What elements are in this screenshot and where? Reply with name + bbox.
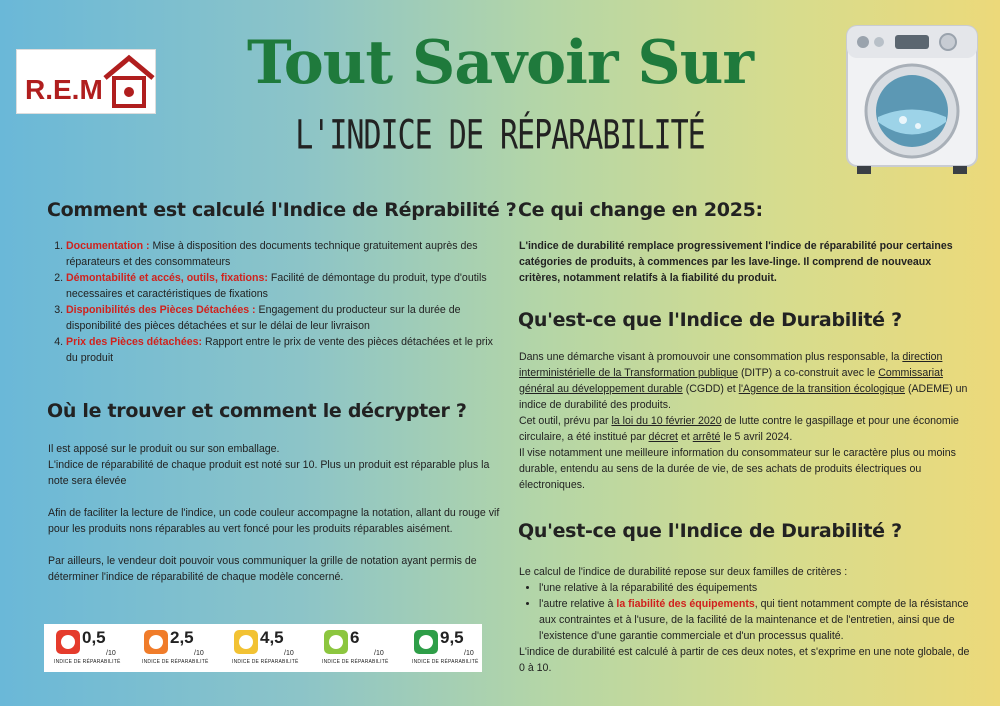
paragraph: L'indice de réparabilité de chaque produit est noté sur 10. Plus un produit est réparable plus la note sera élevée (48, 459, 490, 487)
section-heading-trouver: Où le trouver et comment le décrypter ? (47, 400, 467, 422)
section-heading-durabilite-calcul: Qu'est-ce que l'Indice de Durabilité ? (518, 520, 902, 542)
list-item: 4. Prix des Pièces détachées: Rapport entre le prix de vente des pièces détachées et le prix du produit (66, 334, 500, 366)
link-ademe[interactable]: l'Agence de la transition écologique (738, 383, 906, 395)
badge-item: 6 /10 INDICE DE RÉPARABILITÉ (322, 628, 389, 665)
gear-icon (234, 630, 258, 654)
gear-icon (414, 630, 438, 654)
gear-icon (144, 630, 168, 654)
repairability-badges (44, 624, 482, 672)
rem-logo (17, 50, 155, 113)
link-arrete[interactable]: arrêté (692, 431, 721, 443)
section-heading-calcul: Comment est calculé l'Indice de Réprabilité ? (47, 199, 517, 221)
trouver-text (48, 441, 500, 585)
logo-text: R.E.M (25, 74, 103, 105)
section-heading-durabilite: Qu'est-ce que l'Indice de Durabilité ? (518, 309, 902, 331)
page-title: Tout Savoir Sur (247, 28, 753, 98)
list-item: 3. Disponibilités des Pièces Détachées : Engagement du producteur sur la durée de disponibilité des pièces détachées et sur le délai de leur livraison (66, 302, 500, 334)
badge-item: 0,5 /10 INDICE DE RÉPARABILITÉ (54, 628, 121, 665)
badge-item: 4,5 /10 INDICE DE RÉPARABILITÉ (232, 628, 299, 665)
criteria-bullets (519, 580, 971, 644)
list-item: 1. Documentation : Mise à disposition des documents technique gratuitement auprès des réparateurs et des consommateurs (66, 238, 500, 270)
paragraph: Le calcul de l'indice de durabilité repose sur deux familles de critères : (519, 566, 848, 578)
list-item: • l'autre relative à la fiabilité des équipements, qui tient notamment compte de la résistance aux contraintes et à l'usure, de la facilité de la maintenance et de l'entretien, ainsi que de l'existence d'une garantie commerciale et d'un processus qualité. (539, 596, 971, 644)
page-subtitle: L'INDICE DE RÉPARABILITÉ (295, 111, 705, 160)
paragraph: Afin de faciliter la lecture de l'indice, un code couleur accompagne la notation, allant du rouge vif pour les produits nons réparables au vert foncé pour les produits réparables aisément. (48, 507, 500, 535)
change-2025-text: L'indice de durabilité remplace progressivement l'indice de réparabilité pour certaines catégories de produits, à commences par les lave-linge. Il comprend de nouveaux critères, notamment relatifs à la fiabilité du produit. (519, 240, 953, 284)
link-ditp[interactable]: direction interministérielle de la Transformation publique (519, 351, 943, 379)
washing-machine-icon (843, 22, 983, 177)
paragraph: L'indice de durabilité est calculé à partir de ces deux notes, et s'exprime en une note globale, de 0 à 10. (519, 646, 970, 674)
gear-icon (324, 630, 348, 654)
durabilite-text (519, 349, 971, 493)
paragraph: Dans une démarche visant à promouvoir une consommation plus responsable, la direction interministérielle de la Transformation publique (DITP) a co-construit avec le Commissariat général au développement durable (CGDD) et l'Agence de la transition écologique (ADEME) un indice de durabilité des produits. (519, 351, 968, 411)
link-cgdd[interactable]: Commissariat général au développement durable (519, 367, 943, 395)
badge-item: 2,5 /10 INDICE DE RÉPARABILITÉ (142, 628, 209, 665)
paragraph: Il vise notamment une meilleure information du consommateur sur le caractère plus ou moins durable, entendu au sens de la durée de vie, de ses achats de produits électriques ou électroniques. (519, 447, 956, 491)
paragraph: Par ailleurs, le vendeur doit pouvoir vous communiquer la grille de notation ayant permis de déterminer l'indice de réparabilité de chaque modèle concerné. (48, 555, 477, 583)
list-item: 2. Démontabilité et accés, outils, fixations: Facilité de démontage du produit, type d'outils necessaires et caractéristiques de fixations (66, 270, 500, 302)
paragraph: Il est apposé sur le produit ou sur son emballage. (48, 443, 280, 455)
durabilite-calcul-text (519, 564, 971, 676)
badge-item: 9,5 /10 INDICE DE RÉPARABILITÉ (412, 628, 479, 665)
list-item: • l'une relative à la réparabilité des équipements (539, 580, 971, 596)
gear-icon (56, 630, 80, 654)
link-decret[interactable]: décret (648, 431, 678, 443)
criteria-list (48, 238, 500, 366)
link-loi[interactable]: la loi du 10 février 2020 (611, 415, 722, 427)
paragraph: Cet outil, prévu par la loi du 10 février 2020 de lutte contre le gaspillage et pour une économie circulaire, a été institué par décret et arrêté le 5 avril 2024. (519, 415, 959, 443)
section-heading-2025: Ce qui change en 2025: (518, 199, 763, 221)
